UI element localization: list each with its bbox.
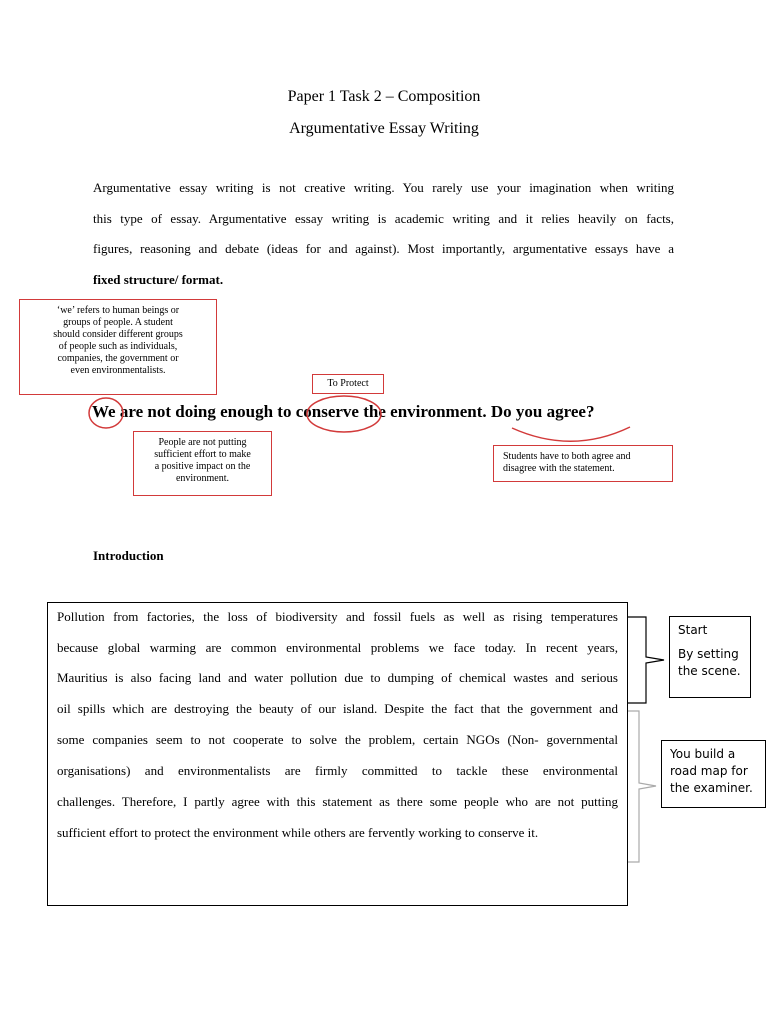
page-title: Paper 1 Task 2 – Composition — [287, 88, 481, 105]
start-note-line: the scene. — [678, 664, 741, 678]
intro-line: organisations) and environmentalists are firmly committed to tackle these environmental — [57, 763, 618, 778]
paragraph-line: this type of essay. Argumentative essay writing is academic writing and it relies heavily on facts, — [93, 211, 674, 226]
note-line: companies, the government or — [57, 353, 179, 364]
intro-line: challenges. Therefore, I partly agree with this statement as there some people who are not putting — [57, 794, 618, 809]
note-line: of people such as individuals, — [58, 341, 178, 352]
note-line: People are not putting — [158, 437, 247, 448]
note-line: sufficient effort to make — [154, 449, 251, 460]
start-note-line: By setting — [678, 647, 739, 661]
note-line: disagree with the statement. — [503, 463, 615, 474]
roadmap-note-line: the examiner. — [670, 781, 753, 795]
note-line: ‘we’ refers to human beings or — [56, 305, 180, 316]
statement-conserve: conserve — [295, 402, 359, 421]
conserve-circle — [307, 396, 381, 432]
note-line: should consider different groups — [53, 329, 183, 340]
note-line: a positive impact on the — [154, 461, 251, 472]
introduction-heading: Introduction — [93, 548, 164, 563]
intro-line: oil spills which are destroying the beauty of our island. Despite the fact that the government and — [57, 701, 618, 716]
start-note-title: Start — [678, 623, 708, 637]
start-brace — [627, 617, 664, 703]
note-line: even environmentalists. — [70, 365, 166, 376]
paragraph-line: figures, reasoning and debate (ideas for and against). Most importantly, argumentative essays have a — [93, 241, 674, 256]
roadmap-brace — [628, 711, 656, 862]
intro-line: sufficient effort to protect the environment while others are fervently working to conserve it. — [57, 825, 539, 840]
note-line: environment. — [175, 473, 230, 484]
statement-part2: the environment. Do you agree? — [363, 402, 595, 421]
intro-line: Pollution from factories, the loss of biodiversity and fossil fuels as well as rising temperatures — [57, 609, 618, 624]
intro-line: Mauritius is also facing land and water pollution due to dumping of chemical wastes and serious — [57, 670, 618, 685]
note-line: groups of people. A student — [63, 317, 173, 328]
page-subtitle: Argumentative Essay Writing — [289, 120, 479, 137]
roadmap-note-line: You build a — [670, 747, 736, 761]
to-protect-label: To Protect — [327, 378, 369, 389]
we-circle — [89, 398, 123, 428]
note-line: Students have to both agree and — [503, 451, 631, 462]
intro-line: some companies seem to not cooperate to solve the problem, certain NGOs (Non- governmental — [57, 732, 618, 747]
statement-part1: are not doing enough to — [119, 402, 292, 421]
intro-line: because global warming are common environmental problems we face today. In recent years, — [57, 640, 618, 655]
statement-we: We — [92, 402, 116, 421]
paragraph-bold-line: fixed structure/ format. — [93, 272, 224, 287]
paragraph-line: Argumentative essay writing is not creative writing. You rarely use your imagination when writing — [93, 180, 674, 195]
roadmap-note-line: road map for — [670, 764, 748, 778]
agree-underline-arc — [512, 427, 630, 441]
